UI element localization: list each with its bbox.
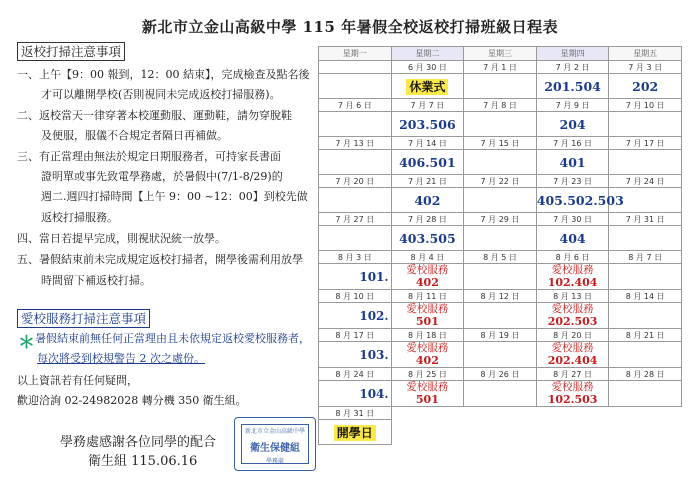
content-cell bbox=[319, 342, 392, 368]
date-cell: 8 月 27 日 bbox=[536, 368, 609, 381]
date-cell: 7 月 20 日 bbox=[319, 175, 392, 188]
content-cell bbox=[319, 303, 392, 329]
rule-line-4: 及便服，服儀不合規定者隔日再補做。 bbox=[41, 129, 228, 142]
rule-line-6: 證明單或事先致電學務處，於暑假中(7/1-8/29)的 bbox=[41, 170, 283, 183]
content-row bbox=[319, 188, 682, 213]
content-cell bbox=[319, 264, 392, 290]
class-list: 202 bbox=[632, 78, 659, 94]
content-cell bbox=[609, 303, 682, 329]
class-list: 402 bbox=[415, 276, 439, 289]
class-list: 103. bbox=[359, 347, 389, 362]
content-cell bbox=[391, 381, 464, 407]
date-cell: 8 月 28 日 bbox=[609, 368, 682, 381]
section-heading-service: 愛校服務打掃注意事項 bbox=[17, 309, 150, 328]
date-cell: 7 月 14 日 bbox=[391, 137, 464, 150]
day-header-wed: 星期三 bbox=[464, 47, 537, 61]
date-cell: 8 月 7 日 bbox=[609, 251, 682, 264]
content-cell bbox=[464, 112, 537, 137]
service-label: 愛校服務 bbox=[406, 381, 449, 393]
date-cell: 8 月 10 日 bbox=[319, 290, 392, 303]
date-cell: 8 月 4 日 bbox=[391, 251, 464, 264]
class-list: 102.503 bbox=[547, 393, 598, 406]
date-row bbox=[319, 175, 682, 188]
class-list: 202.404 bbox=[547, 354, 598, 367]
date-cell: 7 月 30 日 bbox=[536, 213, 609, 226]
signature-date: 衛生組 115.06.16 bbox=[88, 454, 198, 469]
thanks-text: 學務處感謝各位同學的配合 bbox=[60, 435, 217, 450]
seal-top-text: 新北市立金山高級中學 bbox=[244, 428, 305, 435]
seal-middle-text: 衛生保健組 bbox=[250, 443, 300, 454]
contact-line-2: 歡迎洽詢 02-24982028 轉分機 350 衛生組。 bbox=[17, 394, 247, 407]
rule-line-8: 返校打掃服務。 bbox=[41, 211, 118, 224]
date-cell: 7 月 3 日 bbox=[609, 61, 682, 74]
content-row bbox=[319, 420, 682, 445]
date-cell: 8 月 20 日 bbox=[536, 329, 609, 342]
class-list: 501 bbox=[415, 393, 439, 406]
content-row bbox=[319, 381, 682, 407]
date-cell: 7 月 9 日 bbox=[536, 99, 609, 112]
date-cell: 7 月 27 日 bbox=[319, 213, 392, 226]
content-row bbox=[319, 112, 682, 137]
content-cell bbox=[464, 74, 537, 99]
date-cell: 8 月 26 日 bbox=[464, 368, 537, 381]
content-cell bbox=[319, 188, 392, 213]
empty-cell bbox=[391, 407, 464, 420]
content-cell bbox=[391, 303, 464, 329]
day-header-thu: 星期四 bbox=[536, 47, 609, 61]
date-row bbox=[319, 137, 682, 150]
date-cell: 7 月 2 日 bbox=[536, 61, 609, 74]
content-cell bbox=[319, 420, 392, 445]
date-cell: 7 月 22 日 bbox=[464, 175, 537, 188]
content-cell bbox=[536, 74, 609, 99]
date-row bbox=[319, 407, 682, 420]
rule-line-2: 才可以離開學校(否則視同未完成返校打掃服務)。 bbox=[41, 88, 281, 101]
content-cell bbox=[609, 150, 682, 175]
date-row bbox=[319, 61, 682, 74]
content-cell bbox=[464, 226, 537, 251]
date-cell: 8 月 24 日 bbox=[319, 368, 392, 381]
content-cell bbox=[319, 150, 392, 175]
empty-cell bbox=[464, 407, 537, 420]
date-cell: 7 月 6 日 bbox=[319, 99, 392, 112]
date-cell: 8 月 3 日 bbox=[319, 251, 392, 264]
class-list: 204 bbox=[559, 116, 586, 132]
date-cell bbox=[319, 61, 392, 74]
content-cell bbox=[391, 264, 464, 290]
content-cell bbox=[536, 188, 624, 213]
date-cell: 7 月 24 日 bbox=[609, 175, 682, 188]
content-cell bbox=[464, 303, 537, 329]
empty-cell bbox=[609, 407, 682, 420]
content-cell bbox=[609, 381, 682, 407]
rule-line-10: 五、暑假結束前未完成規定返校打掃者，開學後需利用放學 bbox=[17, 253, 303, 266]
content-cell bbox=[464, 150, 537, 175]
date-cell: 8 月 19 日 bbox=[464, 329, 537, 342]
service-label: 愛校服務 bbox=[406, 303, 449, 315]
rule-line-3: 二、返校當天一律穿著本校運動服、運動鞋，請勿穿脫鞋 bbox=[17, 109, 292, 122]
content-cell bbox=[391, 188, 464, 213]
date-row bbox=[319, 368, 682, 381]
class-list: 404 bbox=[559, 230, 586, 246]
date-cell: 8 月 12 日 bbox=[464, 290, 537, 303]
calendar-table bbox=[318, 46, 682, 445]
date-cell: 7 月 29 日 bbox=[464, 213, 537, 226]
date-cell: 8 月 25 日 bbox=[391, 368, 464, 381]
date-cell: 8 月 14 日 bbox=[609, 290, 682, 303]
content-cell bbox=[319, 381, 392, 407]
content-cell bbox=[609, 264, 682, 290]
rule-line-1: 一、上午【9：00 報到，12：00 結束】，完成檢查及點名後 bbox=[17, 68, 310, 81]
date-cell: 8 月 5 日 bbox=[464, 251, 537, 264]
content-cell bbox=[391, 226, 464, 251]
content-cell bbox=[464, 264, 537, 290]
content-cell bbox=[609, 342, 682, 368]
date-cell: 7 月 16 日 bbox=[536, 137, 609, 150]
empty-cell bbox=[536, 420, 609, 445]
service-label: 愛校服務 bbox=[551, 303, 594, 315]
first-day-label: 開學日 bbox=[334, 425, 376, 441]
page-title: 新北市立金山高級中學 115 年暑假全校返校打掃班級日程表 bbox=[141, 18, 559, 36]
content-cell bbox=[536, 264, 609, 290]
date-cell: 7 月 8 日 bbox=[464, 99, 537, 112]
date-cell: 7 月 1 日 bbox=[464, 61, 537, 74]
date-row bbox=[319, 213, 682, 226]
content-cell bbox=[391, 150, 464, 175]
date-row bbox=[319, 329, 682, 342]
day-header-tue: 星期二 bbox=[391, 47, 464, 61]
class-list: 402 bbox=[414, 192, 441, 208]
empty-cell bbox=[536, 407, 609, 420]
content-cell bbox=[464, 381, 537, 407]
date-row bbox=[319, 251, 682, 264]
content-cell bbox=[536, 150, 609, 175]
class-list: 406.501 bbox=[399, 154, 456, 170]
content-row bbox=[319, 74, 682, 99]
calendar-header-row bbox=[319, 47, 682, 61]
rule-line-9: 四、當日若提早完成，則視狀況統一放學。 bbox=[17, 232, 226, 245]
content-row bbox=[319, 342, 682, 368]
class-list: 403.505 bbox=[399, 230, 456, 246]
service-label: 愛校服務 bbox=[551, 381, 594, 393]
class-list: 203.506 bbox=[399, 116, 456, 132]
seal-bottom-text: 學務處 bbox=[265, 458, 284, 465]
service-label: 愛校服務 bbox=[406, 264, 449, 276]
date-cell: 7 月 10 日 bbox=[609, 99, 682, 112]
service-label: 愛校服務 bbox=[551, 264, 594, 276]
date-cell: 8 月 6 日 bbox=[536, 251, 609, 264]
content-cell bbox=[536, 342, 609, 368]
content-cell bbox=[464, 188, 537, 213]
content-cell bbox=[391, 112, 464, 137]
content-row bbox=[319, 226, 682, 251]
date-cell: 7 月 21 日 bbox=[391, 175, 464, 188]
empty-cell bbox=[609, 420, 682, 445]
date-cell: 8 月 18 日 bbox=[391, 329, 464, 342]
class-list: 202.503 bbox=[547, 315, 598, 328]
content-row bbox=[319, 264, 682, 290]
date-row bbox=[319, 290, 682, 303]
content-cell bbox=[319, 112, 392, 137]
date-cell: 6 月 30 日 bbox=[391, 61, 464, 74]
date-cell: 7 月 31 日 bbox=[609, 213, 682, 226]
service-note-line1: 暑假結束前無任何正當理由且未依規定返校愛校服務者， bbox=[35, 332, 310, 345]
service-label: 愛校服務 bbox=[406, 342, 449, 354]
content-cell bbox=[609, 226, 682, 251]
date-cell: 7 月 17 日 bbox=[609, 137, 682, 150]
schedule-calendar bbox=[318, 46, 682, 466]
content-cell bbox=[609, 112, 682, 137]
service-note bbox=[18, 330, 310, 353]
date-cell: 8 月 13 日 bbox=[536, 290, 609, 303]
content-cell bbox=[391, 74, 464, 99]
date-cell: 8 月 31 日 bbox=[319, 407, 392, 420]
content-cell bbox=[464, 342, 537, 368]
rule-line-5: 三、有正當理由無法於規定日期服務者，可持家長書面 bbox=[17, 150, 281, 163]
class-list: 402 bbox=[415, 354, 439, 367]
star-icon: ＊ bbox=[18, 333, 35, 353]
day-header-mon: 星期一 bbox=[319, 47, 392, 61]
content-row bbox=[319, 303, 682, 329]
rule-line-7: 週二.週四打掃時間【上午 9：00 ~12：00】到校先做 bbox=[41, 190, 308, 203]
service-note-line2: 每次將受到校規警告 2 次之處份。 bbox=[37, 352, 205, 365]
class-list: 101. bbox=[359, 269, 389, 284]
content-cell bbox=[536, 112, 609, 137]
content-row bbox=[319, 150, 682, 175]
class-list: 102. bbox=[359, 308, 389, 323]
empty-cell bbox=[391, 420, 464, 445]
content-cell bbox=[536, 381, 609, 407]
contact-line-1: 以上資訊若有任何疑問， bbox=[17, 374, 138, 387]
content-cell bbox=[391, 342, 464, 368]
date-cell: 8 月 21 日 bbox=[609, 329, 682, 342]
content-cell bbox=[609, 74, 682, 99]
date-cell: 7 月 15 日 bbox=[464, 137, 537, 150]
content-cell bbox=[536, 226, 609, 251]
empty-cell bbox=[464, 420, 537, 445]
class-list: 102.404 bbox=[547, 276, 598, 289]
date-cell: 7 月 23 日 bbox=[536, 175, 609, 188]
class-list: 201.504 bbox=[544, 78, 601, 94]
closing-ceremony-label: 休業式 bbox=[406, 79, 448, 95]
content-cell bbox=[319, 226, 392, 251]
official-seal bbox=[234, 417, 316, 471]
content-cell bbox=[536, 303, 609, 329]
section-heading-cleaning: 返校打掃注意事項 bbox=[17, 42, 125, 61]
service-label: 愛校服務 bbox=[551, 342, 594, 354]
date-cell: 7 月 7 日 bbox=[391, 99, 464, 112]
date-cell: 7 月 28 日 bbox=[391, 213, 464, 226]
class-list: 401 bbox=[559, 154, 586, 170]
date-cell: 8 月 17 日 bbox=[319, 329, 392, 342]
date-row bbox=[319, 99, 682, 112]
rule-line-11: 時間留下補返校打掃。 bbox=[41, 274, 151, 287]
class-list: 104. bbox=[359, 386, 389, 401]
day-header-fri: 星期五 bbox=[609, 47, 682, 61]
date-cell: 7 月 13 日 bbox=[319, 137, 392, 150]
class-list: 501 bbox=[415, 315, 439, 328]
date-cell: 8 月 11 日 bbox=[391, 290, 464, 303]
content-cell bbox=[319, 74, 392, 99]
class-list: 405.502.503 bbox=[536, 192, 624, 208]
